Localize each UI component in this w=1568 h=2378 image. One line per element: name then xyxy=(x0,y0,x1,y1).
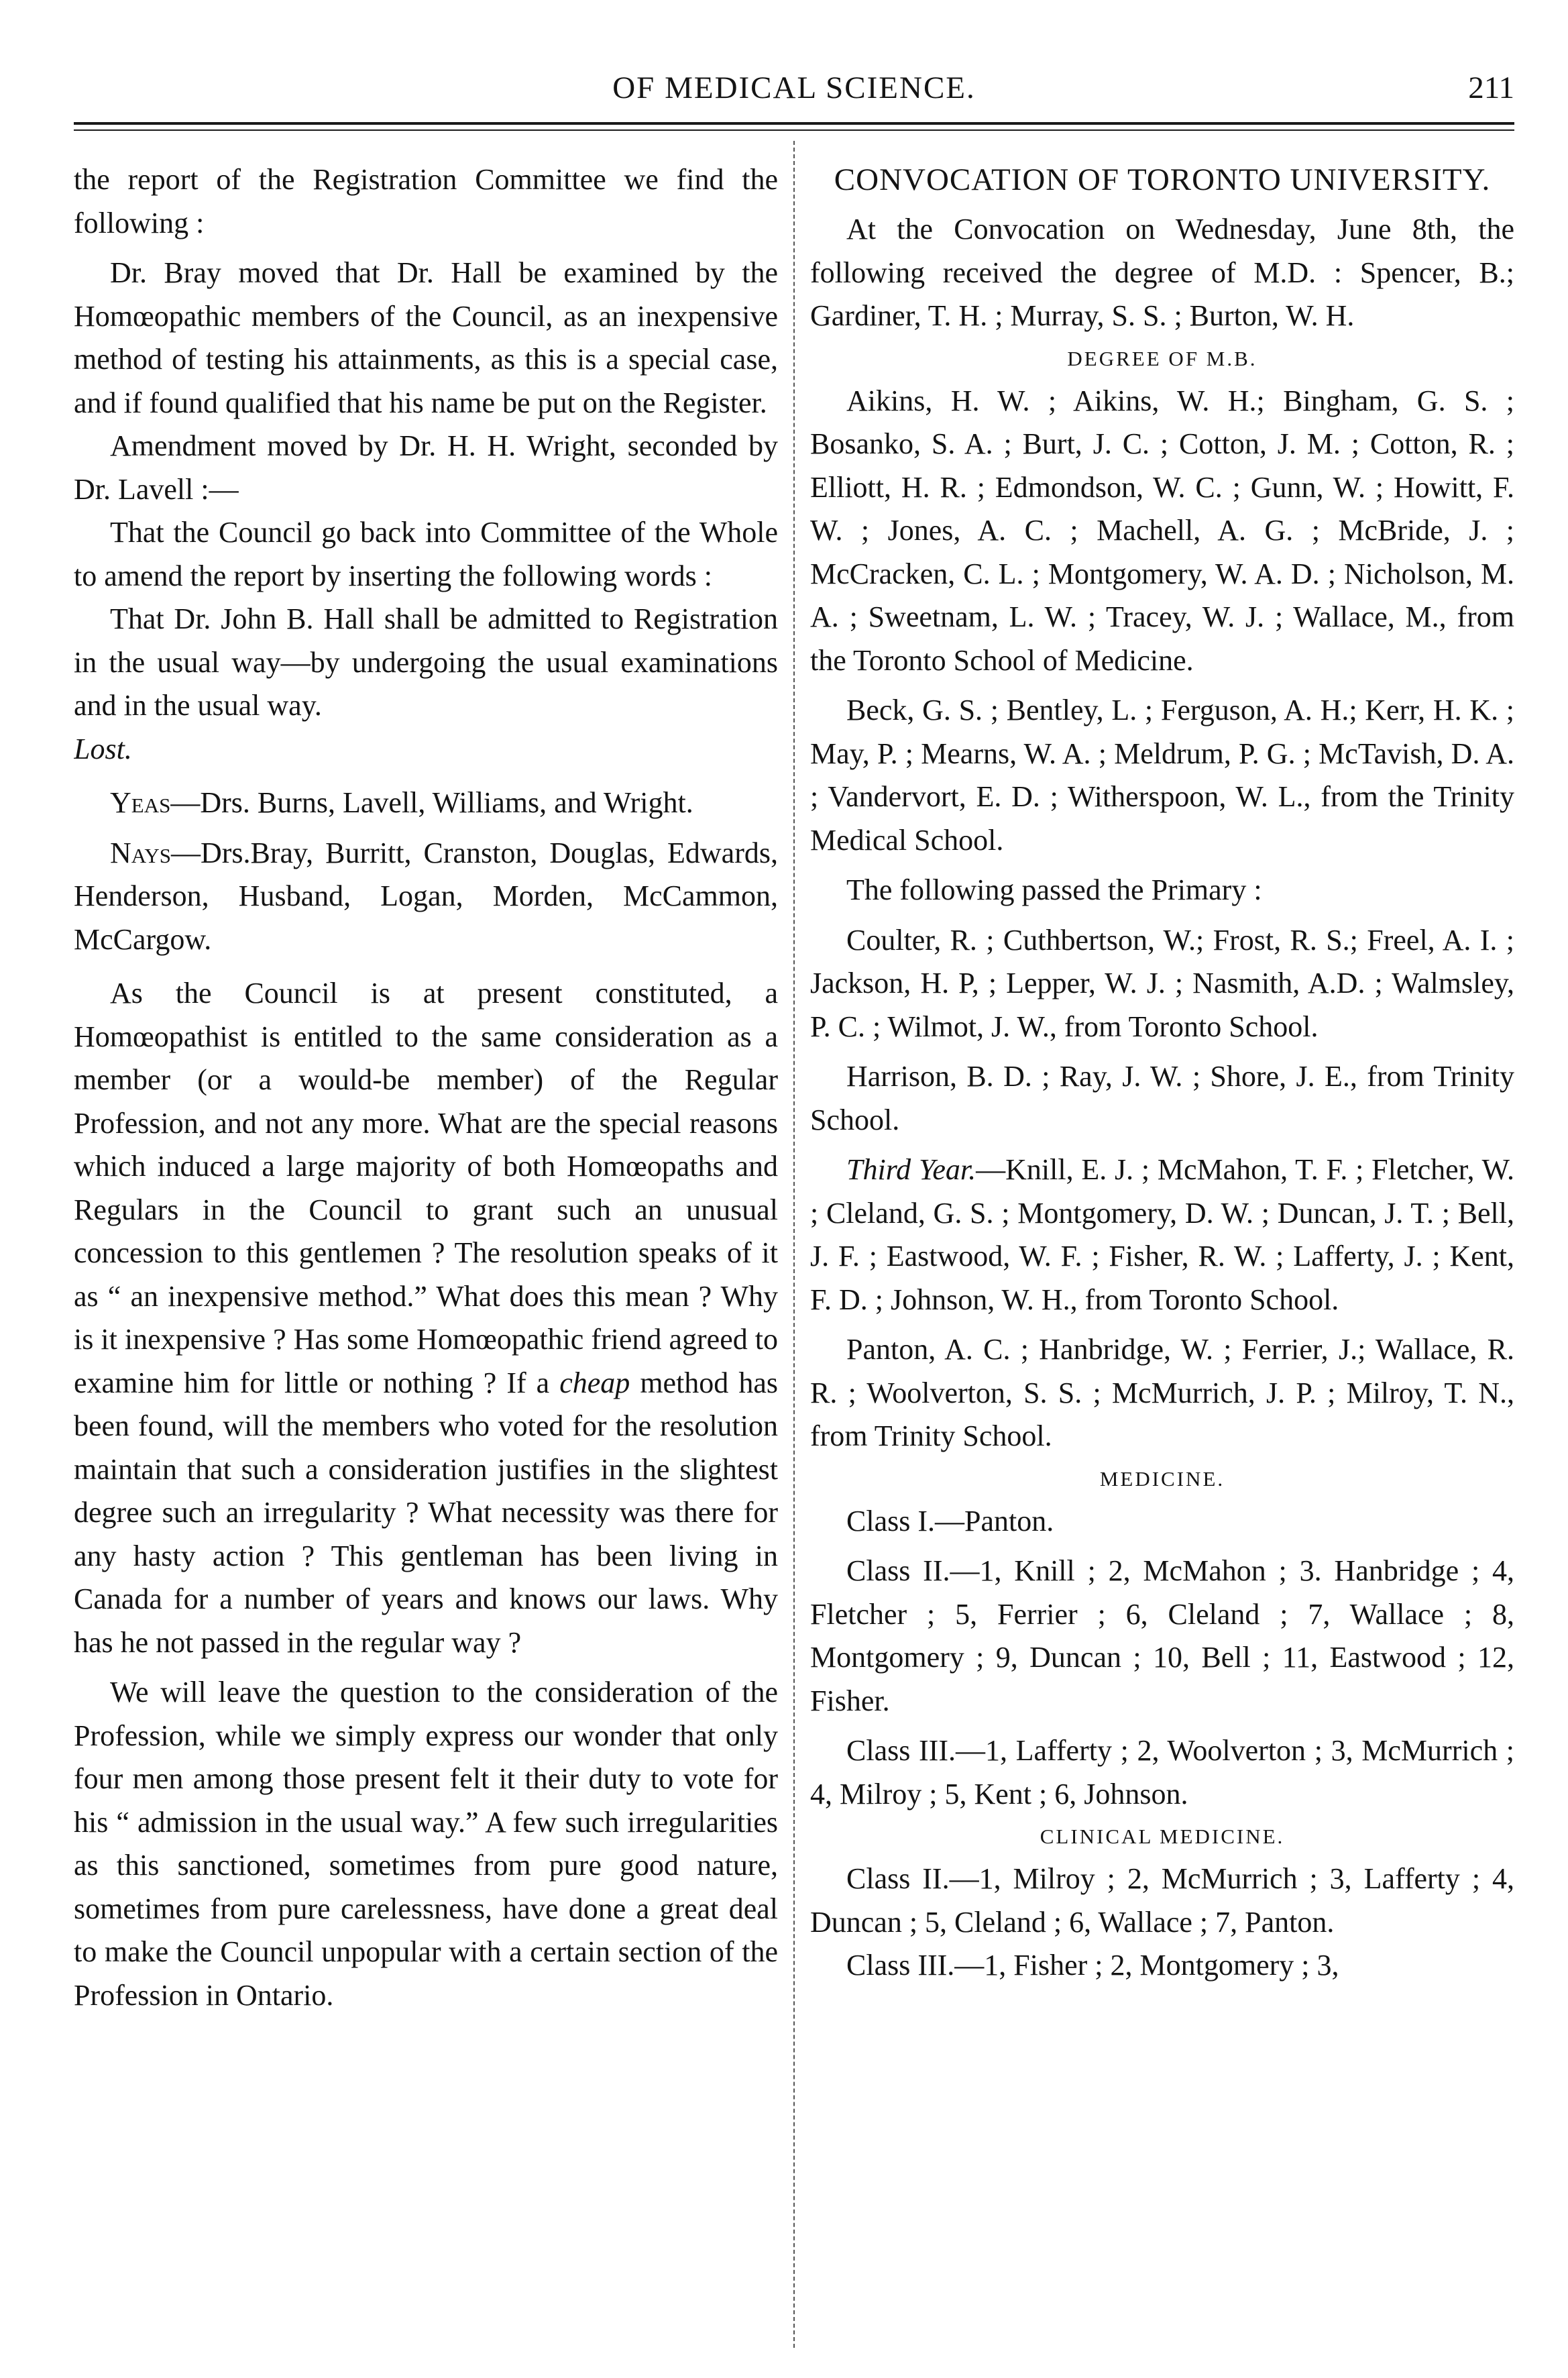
medicine-class-2: Class II.—1, Knill ; 2, McMahon ; 3. Hanbridge ; 4, Fletcher ; 5, Ferrier ; 6, Cleland ; 7, Wallace ; 8, Montgomery ; 9, Duncan ; 10, Bell ; 11, Eastwood ; 12, Fisher. xyxy=(810,1554,1514,1717)
medicine-class-3: Class III.—1, Lafferty ; 2, Woolverton ; 3, McMurrich ; 4, Milroy ; 5, Kent ; 6, Johnson. xyxy=(810,1734,1514,1810)
mb-trinity-list: Beck, G. S. ; Bentley, L. ; Ferguson, A. H.; Kerr, H. K. ; May, P. ; Mearns, W. A. ; Meldrum, P. G. ; McTavish, D. A. ; Vandervort, E. D. ; Witherspoon, W. L., from the Trinity Medical School. xyxy=(810,694,1514,857)
paragraph-council xyxy=(74,972,778,1664)
clinical-class-2: Class II.—1, Milroy ; 2, McMurrich ; 3, Lafferty ; 4, Duncan ; 5, Cleland ; 6, Wallace ; 7, Panton. xyxy=(810,1862,1514,1939)
running-head xyxy=(74,64,1514,111)
vote-result xyxy=(74,728,778,771)
yeas-list xyxy=(74,781,778,825)
mb-heading: DEGREE OF M.B. xyxy=(1067,346,1257,370)
right-column xyxy=(810,158,1514,2365)
primary-intro: The following passed the Primary : xyxy=(846,873,1262,906)
mb-toronto-list: Aikins, H. W. ; Aikins, W. H.; Bingham, G. S. ; Bosanko, S. A. ; Burt, J. C. ; Cotton, J. M. ; Cotton, R. ; Elliott, H. R. ; Edmondson, W. C. ; Gunn, W. ; Howitt, F. W. ; Jones, A. C. ; Machell, A. G. ; McBride, J. ; McCracken, C. L. ; Montgomery, W. A. D. ; Nicholson, M. A. ; Sweetnam, L. W. ; Tracey, W. J. ; Wallace, M., from the Toronto School of Medicine. xyxy=(810,384,1514,677)
header-rule-thick xyxy=(74,122,1514,125)
yeas-text: —Drs. Burns, Lavell, Williams, and Wright. xyxy=(170,786,693,819)
running-title: OF MEDICAL SCIENCE. xyxy=(612,70,976,105)
paragraph-conclusion: We will leave the question to the consideration of the Profession, while we simply express our wonder that only four men among those present felt it their duty to vote for his “ admission in the usual way.” A few such irregularities as this sanctioned, sometimes from pure good nature, sometimes from pure carelessness, have done a great deal to make the Council unpopular with a certain section of the Profession in Ontario. xyxy=(74,1676,778,2012)
primary-toronto-list: Coulter, R. ; Cuthbertson, W.; Frost, R. S.; Freel, A. I. ; Jackson, H. P, ; Lepper, W. J. ; Nasmith, A.D. ; Walmsley, P. C. ; Wilmot, J. W., from Toronto School. xyxy=(810,923,1514,1043)
convocation-heading: CONVOCATION OF TORONTO UNIVERSITY. xyxy=(834,162,1491,197)
third-year-toronto-list xyxy=(810,1148,1514,1321)
paragraph-motion: Dr. Bray moved that Dr. Hall be examined by the Homœopathic members of the Council, as an inexpensive method of testing his attainments, as this is a special case, and if found qualified that his name be put on the Register. xyxy=(74,256,778,419)
cheap-word: cheap xyxy=(559,1366,630,1399)
convocation-intro: At the Convocation on Wednesday, June 8th, the following received the degree of M.D. : Spencer, B.; Gardiner, T. H. ; Murray, S. S. ; Burton, W. H. xyxy=(810,213,1514,332)
nays-label: Nays xyxy=(110,836,171,869)
clinical-medicine-heading: CLINICAL MEDICINE. xyxy=(1040,1825,1285,1848)
medicine-class-1: Class I.—Panton. xyxy=(846,1504,1054,1537)
third-year-trinity-list: Panton, A. C. ; Hanbridge, W. ; Ferrier, J.; Wallace, R. R. ; Woolverton, S. S. ; McMurrich, J. P. ; Milroy, T. N., from Trinity School. xyxy=(810,1333,1514,1452)
medicine-heading: MEDICINE. xyxy=(1099,1466,1225,1491)
lost-label: Lost. xyxy=(74,732,132,765)
paragraph-continued: the report of the Registration Committee we find the following : xyxy=(74,163,778,239)
primary-trinity-list: Harrison, B. D. ; Ray, J. W. ; Shore, J. E., from Trinity School. xyxy=(810,1060,1514,1136)
nays-text: —Drs.Bray, Burritt, Cranston, Douglas, Edwards, Henderson, Husband, Logan, Morden, McCammon, McCargow. xyxy=(74,836,778,956)
header-rule-thin xyxy=(74,129,1514,131)
paragraph-council-part-a: As the Council is at present constituted, a Homœopathist is entitled to the same consideration as a member (or a would-be member) of the Regular Profession, and not any more. What are the special reasons which induced a large majority of both Homœopaths and Regulars in the Council to grant such an unusual concession to this gentlemen ? The resolution speaks of it as “ an inexpensive method.” What does this mean ? Why is it inexpensive ? Has some Homœopathic friend agreed to examine him for little or nothing ? If a xyxy=(74,977,778,1399)
column-divider xyxy=(793,141,795,2348)
left-column xyxy=(74,158,778,2365)
paragraph-amendment: Amendment moved by Dr. H. H. Wright, seconded by Dr. Lavell :— xyxy=(74,429,778,506)
paragraph-council-part-b: method has been found, will the members who voted for the resolution maintain that such a consideration justifies in the slightest degree such an irregularity ? What necessity was there for any hasty action ? This gentleman has been living in Canada for a number of years and knows our laws. Why has he not passed in the regular way ? xyxy=(74,1366,778,1659)
third-year-toronto-text: —Knill, E. J. ; McMahon, T. F. ; Fletcher, W. ; Cleland, G. S. ; Montgomery, D. W. ; Duncan, J. T. ; Bell, J. F. ; Eastwood, W. F. ; Fisher, R. W. ; Lafferty, J. ; Kent, F. D. ; Johnson, W. H., from Toronto School. xyxy=(810,1153,1514,1316)
paragraph-committee: That the Council go back into Committee of the Whole to amend the report by inserting the following words : xyxy=(74,516,778,592)
yeas-label: Yeas xyxy=(110,786,171,819)
clinical-class-3: Class III.—1, Fisher ; 2, Montgomery ; 3, xyxy=(846,1949,1339,1982)
third-year-label: Third Year. xyxy=(846,1153,976,1186)
nays-list xyxy=(74,832,778,962)
page-number: 211 xyxy=(1468,70,1514,105)
paragraph-hall-admission: That Dr. John B. Hall shall be admitted to Registration in the usual way—by undergoing the usual examinations and in the usual way. xyxy=(74,602,778,722)
